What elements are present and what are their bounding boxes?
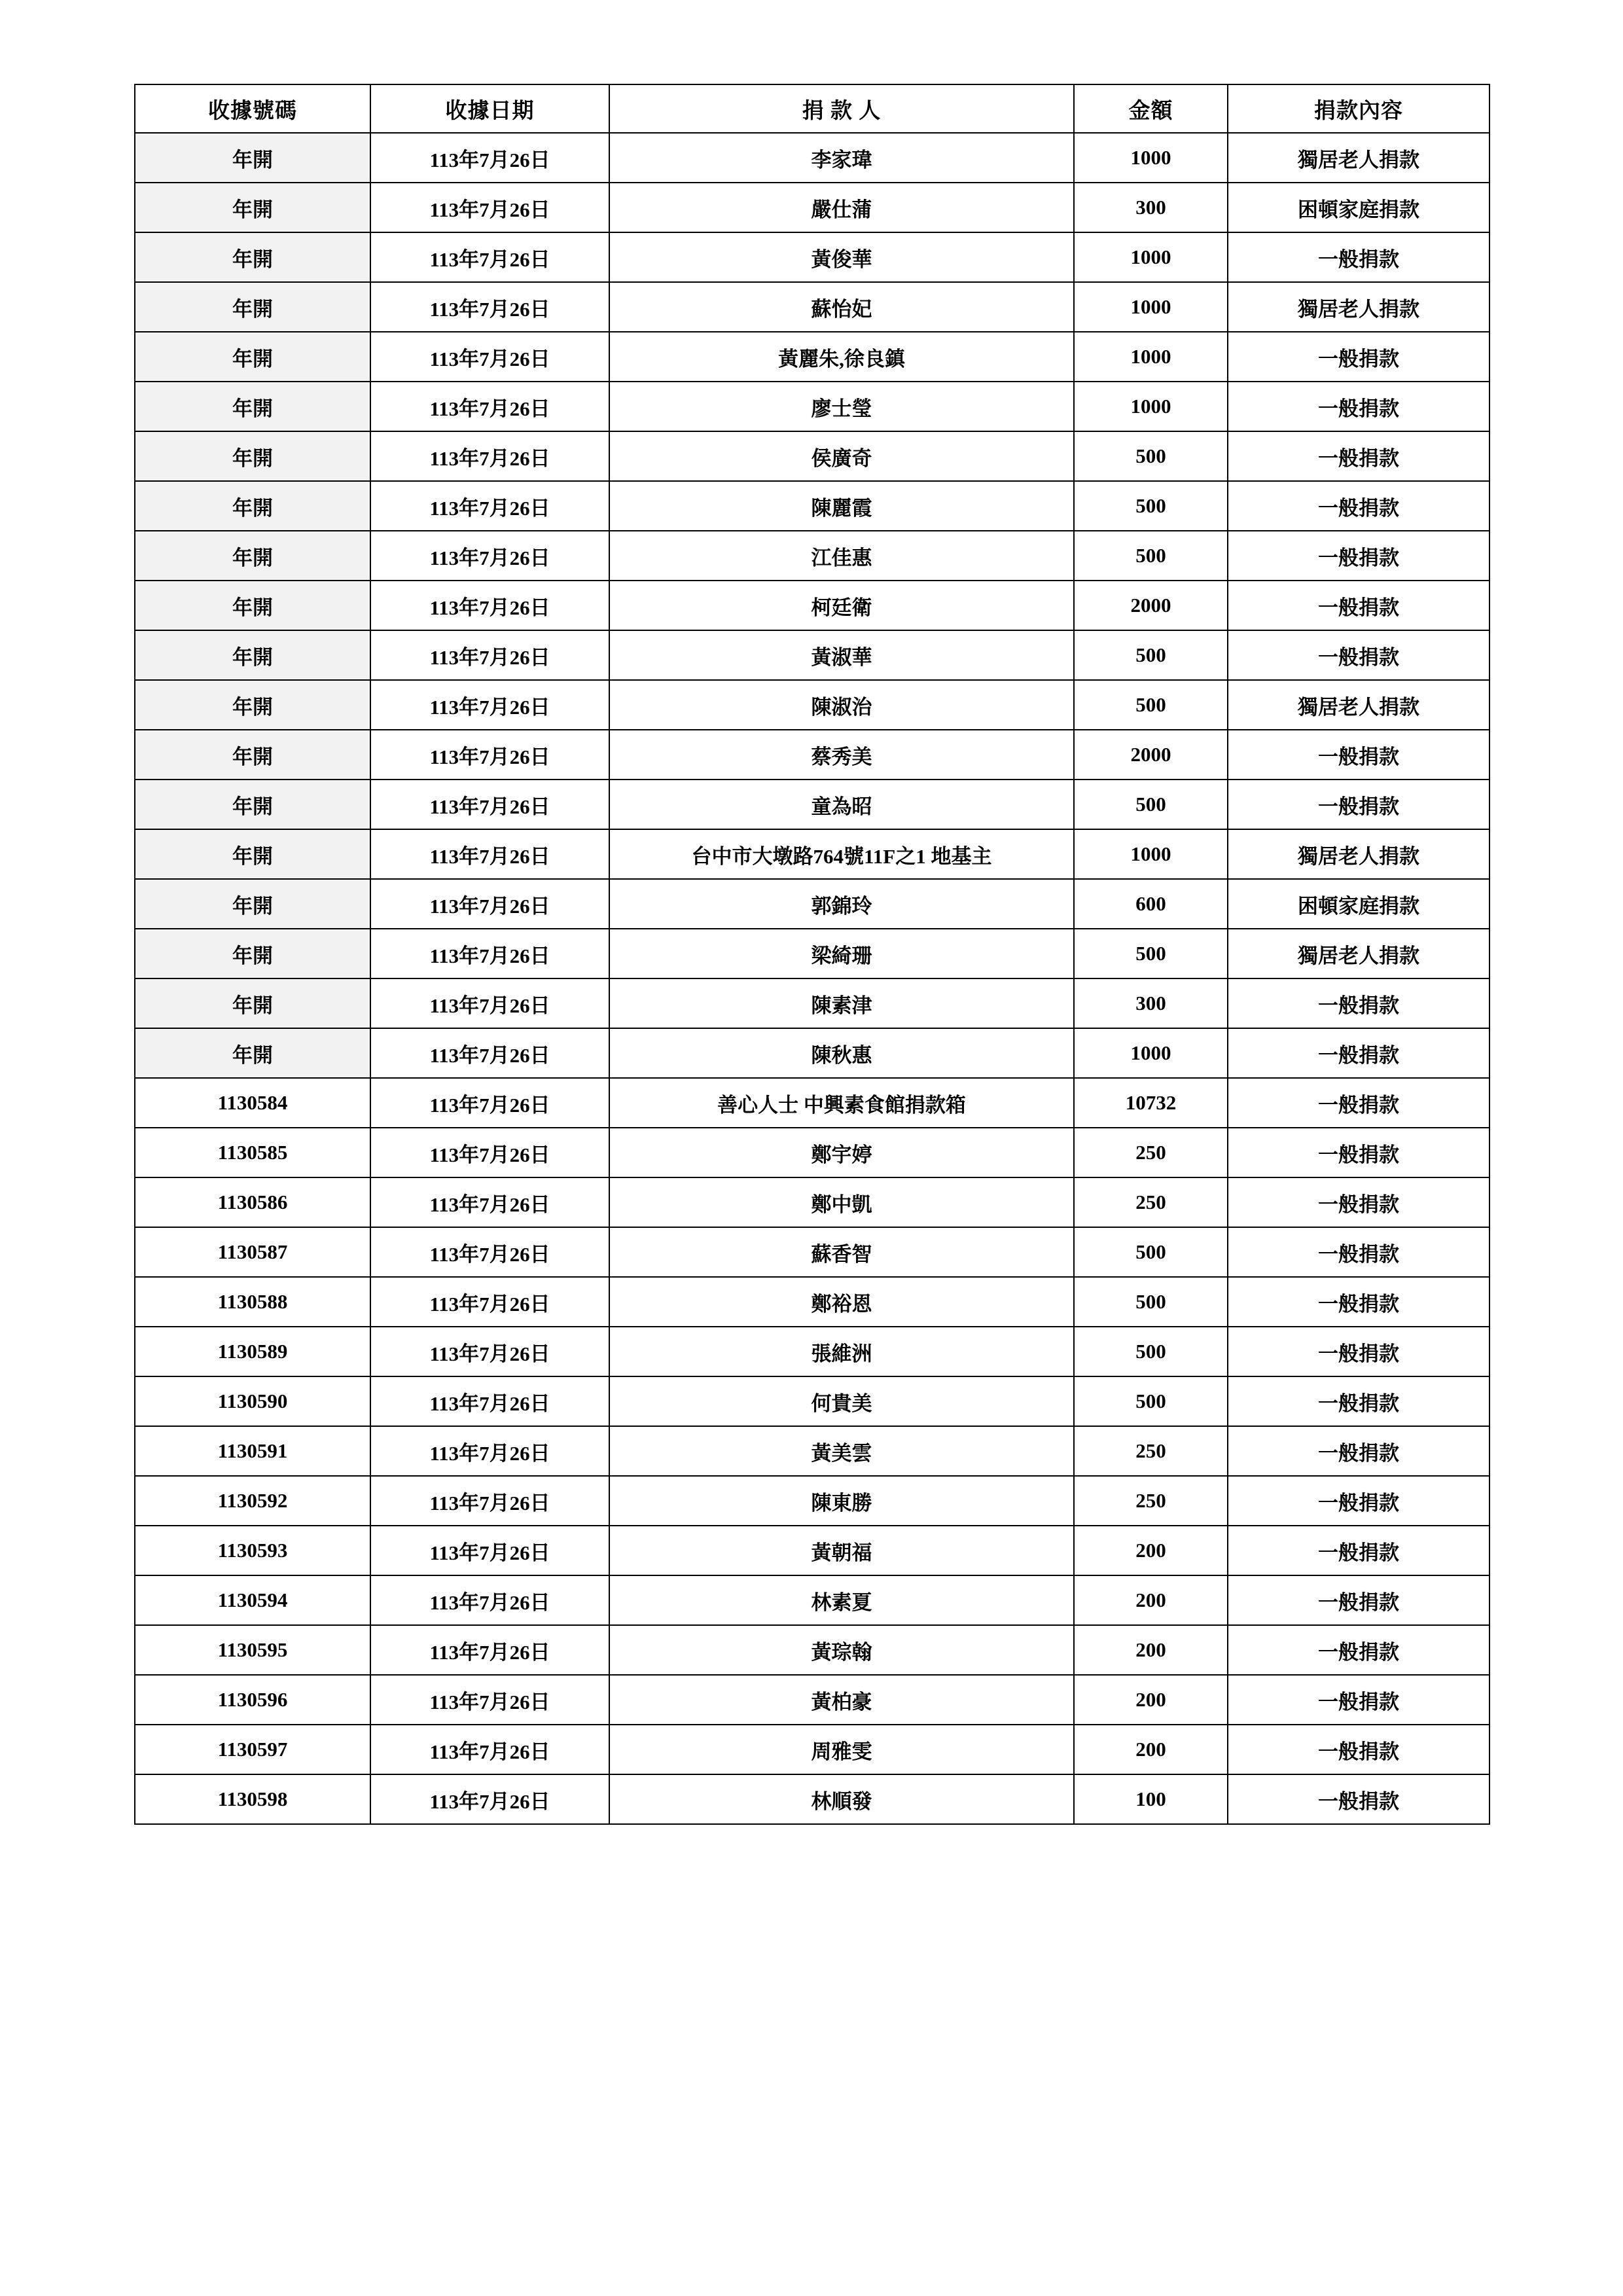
cell-receipt-number: 年開 (135, 1028, 370, 1078)
cell-donation-type: 獨居老人捐款 (1228, 929, 1489, 978)
cell-receipt-date: 113年7月26日 (370, 1675, 609, 1725)
table-row (135, 1476, 1489, 1526)
cell-donor-name: 蘇怡妃 (609, 282, 1074, 332)
cell-donor-name: 梁綺珊 (609, 929, 1074, 978)
table-row (135, 978, 1489, 1028)
cell-donation-type: 一般捐款 (1228, 581, 1489, 630)
cell-amount: 500 (1074, 1327, 1228, 1376)
cell-donation-type: 一般捐款 (1228, 978, 1489, 1028)
cell-receipt-number: 1130594 (135, 1575, 370, 1625)
cell-receipt-number: 年開 (135, 680, 370, 730)
cell-receipt-date: 113年7月26日 (370, 1526, 609, 1575)
cell-donation-type: 一般捐款 (1228, 1774, 1489, 1824)
table-row (135, 1277, 1489, 1327)
table-row (135, 780, 1489, 829)
cell-amount: 250 (1074, 1177, 1228, 1227)
cell-donation-type: 一般捐款 (1228, 1078, 1489, 1128)
cell-donor-name: 童為昭 (609, 780, 1074, 829)
cell-receipt-number: 1130589 (135, 1327, 370, 1376)
cell-receipt-number: 年開 (135, 431, 370, 481)
cell-receipt-date: 113年7月26日 (370, 1177, 609, 1227)
cell-receipt-number: 1130598 (135, 1774, 370, 1824)
cell-donor-name: 周雅雯 (609, 1725, 1074, 1774)
cell-receipt-date: 113年7月26日 (370, 1476, 609, 1526)
cell-receipt-date: 113年7月26日 (370, 780, 609, 829)
cell-receipt-number: 1130586 (135, 1177, 370, 1227)
cell-donation-type: 獨居老人捐款 (1228, 133, 1489, 183)
cell-donor-name: 黃美雲 (609, 1426, 1074, 1476)
table-row (135, 1327, 1489, 1376)
cell-receipt-number: 年開 (135, 630, 370, 680)
cell-amount: 500 (1074, 531, 1228, 581)
cell-donor-name: 鄭中凱 (609, 1177, 1074, 1227)
cell-donor-name: 侯廣奇 (609, 431, 1074, 481)
table-row (135, 183, 1489, 232)
cell-donor-name: 善心人士 中興素食館捐款箱 (609, 1078, 1074, 1128)
cell-donor-name: 柯廷衛 (609, 581, 1074, 630)
table-row (135, 1177, 1489, 1227)
table-row (135, 730, 1489, 780)
cell-donation-type: 一般捐款 (1228, 730, 1489, 780)
cell-receipt-number: 年開 (135, 232, 370, 282)
cell-donor-name: 蔡秀美 (609, 730, 1074, 780)
cell-donor-name: 鄭宇婷 (609, 1128, 1074, 1177)
cell-donation-type: 獨居老人捐款 (1228, 282, 1489, 332)
column-header-receipt: 收據號碼 (135, 84, 370, 133)
cell-donor-name: 台中市大墩路764號11F之1 地基主 (609, 829, 1074, 879)
cell-amount: 500 (1074, 1376, 1228, 1426)
cell-donation-type: 獨居老人捐款 (1228, 680, 1489, 730)
cell-receipt-number: 年開 (135, 332, 370, 382)
cell-receipt-number: 1130593 (135, 1526, 370, 1575)
cell-donation-type: 一般捐款 (1228, 1028, 1489, 1078)
cell-amount: 250 (1074, 1476, 1228, 1526)
cell-receipt-date: 113年7月26日 (370, 1774, 609, 1824)
cell-amount: 2000 (1074, 581, 1228, 630)
cell-donation-type: 一般捐款 (1228, 1526, 1489, 1575)
table-row (135, 431, 1489, 481)
cell-amount: 200 (1074, 1625, 1228, 1675)
cell-donor-name: 黃淑華 (609, 630, 1074, 680)
cell-amount: 600 (1074, 879, 1228, 929)
cell-receipt-date: 113年7月26日 (370, 1128, 609, 1177)
cell-receipt-date: 113年7月26日 (370, 978, 609, 1028)
cell-amount: 1000 (1074, 829, 1228, 879)
cell-receipt-date: 113年7月26日 (370, 1277, 609, 1327)
cell-donation-type: 一般捐款 (1228, 1675, 1489, 1725)
table-row (135, 1078, 1489, 1128)
cell-donation-type: 一般捐款 (1228, 431, 1489, 481)
table-row (135, 680, 1489, 730)
cell-donation-type: 一般捐款 (1228, 1476, 1489, 1526)
table-row (135, 382, 1489, 431)
cell-receipt-number: 年開 (135, 382, 370, 431)
cell-receipt-date: 113年7月26日 (370, 1227, 609, 1277)
cell-receipt-date: 113年7月26日 (370, 1725, 609, 1774)
table-row (135, 133, 1489, 183)
cell-donation-type: 一般捐款 (1228, 1575, 1489, 1625)
table-row (135, 1227, 1489, 1277)
cell-amount: 500 (1074, 680, 1228, 730)
cell-donation-type: 一般捐款 (1228, 1177, 1489, 1227)
cell-receipt-number: 年開 (135, 183, 370, 232)
cell-donation-type: 一般捐款 (1228, 1376, 1489, 1426)
table-row (135, 531, 1489, 581)
table-header (135, 84, 1489, 133)
cell-receipt-date: 113年7月26日 (370, 829, 609, 879)
cell-receipt-number: 1130592 (135, 1476, 370, 1526)
cell-receipt-number: 年開 (135, 730, 370, 780)
cell-amount: 1000 (1074, 332, 1228, 382)
cell-donation-type: 一般捐款 (1228, 1725, 1489, 1774)
cell-donor-name: 蘇香智 (609, 1227, 1074, 1277)
cell-amount: 500 (1074, 1227, 1228, 1277)
cell-receipt-date: 113年7月26日 (370, 879, 609, 929)
cell-amount: 1000 (1074, 133, 1228, 183)
cell-amount: 2000 (1074, 730, 1228, 780)
cell-donor-name: 郭錦玲 (609, 879, 1074, 929)
cell-receipt-date: 113年7月26日 (370, 1426, 609, 1476)
table-row (135, 1376, 1489, 1426)
cell-donation-type: 一般捐款 (1228, 1277, 1489, 1327)
cell-receipt-number: 1130584 (135, 1078, 370, 1128)
cell-donor-name: 黃朝福 (609, 1526, 1074, 1575)
table-row (135, 1625, 1489, 1675)
cell-receipt-number: 1130591 (135, 1426, 370, 1476)
cell-receipt-date: 113年7月26日 (370, 1028, 609, 1078)
cell-receipt-date: 113年7月26日 (370, 730, 609, 780)
cell-donor-name: 陳麗霞 (609, 481, 1074, 531)
cell-receipt-number: 年開 (135, 133, 370, 183)
cell-donation-type: 一般捐款 (1228, 332, 1489, 382)
table-row (135, 1575, 1489, 1625)
cell-amount: 1000 (1074, 282, 1228, 332)
cell-donation-type: 一般捐款 (1228, 1227, 1489, 1277)
cell-amount: 250 (1074, 1426, 1228, 1476)
cell-receipt-number: 年開 (135, 829, 370, 879)
table-row (135, 581, 1489, 630)
cell-amount: 300 (1074, 183, 1228, 232)
cell-receipt-date: 113年7月26日 (370, 382, 609, 431)
cell-receipt-date: 113年7月26日 (370, 929, 609, 978)
cell-donation-type: 一般捐款 (1228, 780, 1489, 829)
cell-donation-type: 一般捐款 (1228, 531, 1489, 581)
table-row (135, 1426, 1489, 1476)
cell-amount: 250 (1074, 1128, 1228, 1177)
cell-donation-type: 一般捐款 (1228, 1426, 1489, 1476)
cell-amount: 200 (1074, 1675, 1228, 1725)
cell-donation-type: 一般捐款 (1228, 1128, 1489, 1177)
cell-receipt-number: 1130597 (135, 1725, 370, 1774)
cell-donor-name: 張維洲 (609, 1327, 1074, 1376)
cell-donor-name: 黃琮翰 (609, 1625, 1074, 1675)
cell-amount: 1000 (1074, 382, 1228, 431)
table-row (135, 1725, 1489, 1774)
table-body (135, 133, 1489, 1824)
cell-amount: 500 (1074, 780, 1228, 829)
cell-receipt-date: 113年7月26日 (370, 531, 609, 581)
column-header-date: 收據日期 (370, 84, 609, 133)
cell-donor-name: 黃俊華 (609, 232, 1074, 282)
cell-receipt-date: 113年7月26日 (370, 581, 609, 630)
cell-donation-type: 一般捐款 (1228, 481, 1489, 531)
cell-donor-name: 林素夏 (609, 1575, 1074, 1625)
cell-donor-name: 陳秋惠 (609, 1028, 1074, 1078)
cell-receipt-date: 113年7月26日 (370, 630, 609, 680)
cell-receipt-date: 113年7月26日 (370, 1625, 609, 1675)
cell-donor-name: 江佳惠 (609, 531, 1074, 581)
cell-receipt-number: 年開 (135, 531, 370, 581)
cell-donor-name: 廖士瑩 (609, 382, 1074, 431)
cell-amount: 1000 (1074, 1028, 1228, 1078)
cell-receipt-number: 年開 (135, 581, 370, 630)
cell-donation-type: 一般捐款 (1228, 1327, 1489, 1376)
cell-donor-name: 鄭裕恩 (609, 1277, 1074, 1327)
table-row (135, 1774, 1489, 1824)
cell-receipt-number: 1130587 (135, 1227, 370, 1277)
cell-receipt-number: 1130595 (135, 1625, 370, 1675)
cell-receipt-date: 113年7月26日 (370, 1575, 609, 1625)
table-row (135, 1675, 1489, 1725)
table-row (135, 829, 1489, 879)
cell-amount: 500 (1074, 630, 1228, 680)
column-header-type: 捐款內容 (1228, 84, 1489, 133)
cell-donation-type: 一般捐款 (1228, 232, 1489, 282)
cell-amount: 200 (1074, 1725, 1228, 1774)
cell-receipt-number: 1130590 (135, 1376, 370, 1426)
table-header-row (135, 84, 1489, 133)
cell-donor-name: 何貴美 (609, 1376, 1074, 1426)
table-row (135, 879, 1489, 929)
cell-receipt-date: 113年7月26日 (370, 232, 609, 282)
cell-donation-type: 困頓家庭捐款 (1228, 879, 1489, 929)
cell-donor-name: 陳素津 (609, 978, 1074, 1028)
cell-receipt-number: 1130585 (135, 1128, 370, 1177)
table-row (135, 481, 1489, 531)
cell-amount: 1000 (1074, 232, 1228, 282)
cell-receipt-date: 113年7月26日 (370, 481, 609, 531)
cell-receipt-date: 113年7月26日 (370, 183, 609, 232)
cell-receipt-date: 113年7月26日 (370, 133, 609, 183)
cell-receipt-date: 113年7月26日 (370, 1376, 609, 1426)
table-row (135, 232, 1489, 282)
column-header-donor: 捐 款 人 (609, 84, 1074, 133)
cell-receipt-date: 113年7月26日 (370, 332, 609, 382)
table-row (135, 1128, 1489, 1177)
cell-donor-name: 李家瑋 (609, 133, 1074, 183)
table-row (135, 332, 1489, 382)
cell-donation-type: 一般捐款 (1228, 630, 1489, 680)
cell-receipt-number: 年開 (135, 282, 370, 332)
cell-receipt-date: 113年7月26日 (370, 282, 609, 332)
cell-receipt-number: 年開 (135, 978, 370, 1028)
column-header-amount: 金額 (1074, 84, 1228, 133)
cell-receipt-date: 113年7月26日 (370, 680, 609, 730)
cell-donor-name: 陳淑治 (609, 680, 1074, 730)
donation-records-table (134, 84, 1490, 1825)
cell-receipt-number: 年開 (135, 879, 370, 929)
table-row (135, 630, 1489, 680)
cell-receipt-number: 年開 (135, 780, 370, 829)
cell-amount: 10732 (1074, 1078, 1228, 1128)
cell-amount: 500 (1074, 481, 1228, 531)
cell-amount: 500 (1074, 1277, 1228, 1327)
cell-receipt-number: 1130588 (135, 1277, 370, 1327)
table-row (135, 1526, 1489, 1575)
cell-donor-name: 黃麗朱,徐良鎮 (609, 332, 1074, 382)
cell-donor-name: 嚴仕蒲 (609, 183, 1074, 232)
table-row (135, 929, 1489, 978)
table-row (135, 282, 1489, 332)
cell-receipt-number: 年開 (135, 481, 370, 531)
cell-receipt-date: 113年7月26日 (370, 1327, 609, 1376)
cell-receipt-number: 年開 (135, 929, 370, 978)
cell-donation-type: 獨居老人捐款 (1228, 829, 1489, 879)
cell-receipt-number: 1130596 (135, 1675, 370, 1725)
cell-donation-type: 一般捐款 (1228, 1625, 1489, 1675)
cell-donation-type: 一般捐款 (1228, 382, 1489, 431)
cell-amount: 200 (1074, 1526, 1228, 1575)
table-row (135, 1028, 1489, 1078)
cell-donor-name: 黃柏豪 (609, 1675, 1074, 1725)
cell-amount: 100 (1074, 1774, 1228, 1824)
cell-amount: 500 (1074, 431, 1228, 481)
cell-receipt-date: 113年7月26日 (370, 431, 609, 481)
cell-donation-type: 困頓家庭捐款 (1228, 183, 1489, 232)
cell-donor-name: 陳東勝 (609, 1476, 1074, 1526)
cell-donor-name: 林順發 (609, 1774, 1074, 1824)
cell-amount: 300 (1074, 978, 1228, 1028)
cell-amount: 500 (1074, 929, 1228, 978)
cell-amount: 200 (1074, 1575, 1228, 1625)
cell-receipt-date: 113年7月26日 (370, 1078, 609, 1128)
